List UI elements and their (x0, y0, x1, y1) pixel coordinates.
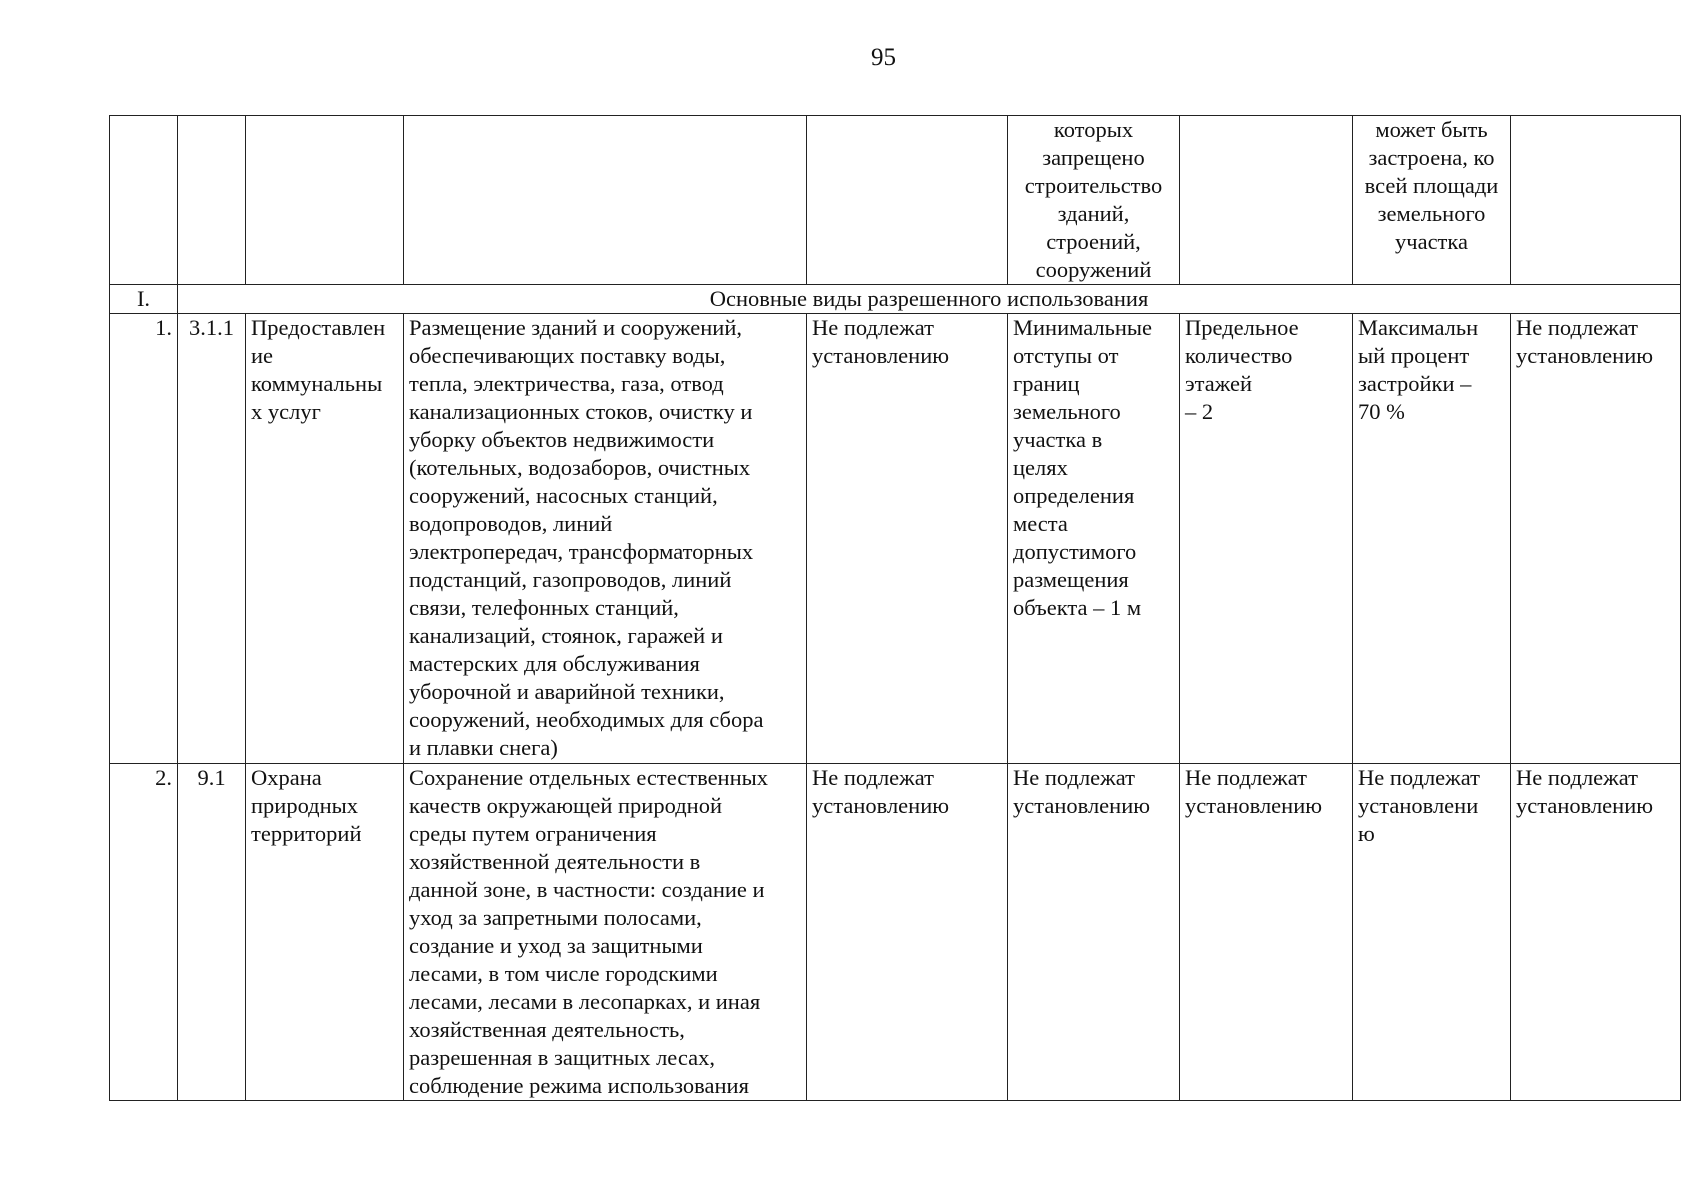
text-line: допустимого (1013, 539, 1137, 564)
text-line: Охрана (251, 765, 322, 790)
text-line: ие (251, 343, 274, 368)
text-line: среды путем ограничения (409, 821, 657, 846)
text-line: электропередач, трансформаторных (409, 539, 754, 564)
text-line: сооружений, насосных станций, (409, 483, 718, 508)
row-col5 (807, 764, 1008, 1101)
text-line: подстанций, газопроводов, линий (409, 567, 732, 592)
text-line: земельного (1013, 399, 1121, 424)
row-col7 (1180, 314, 1353, 764)
section-row (110, 285, 1681, 314)
row-col9 (1511, 764, 1681, 1101)
text-line: данной зоне, в частности: создание и (409, 877, 765, 902)
cont-setback-cell (1008, 116, 1180, 285)
section-index: I. (110, 285, 178, 314)
zoning-table (109, 115, 1681, 1101)
text-line: (котельных, водозаборов, очистных (409, 455, 751, 480)
row-use-name (246, 764, 404, 1101)
text-line: лесами, лесами в лесопарках, и иная (409, 989, 761, 1014)
text-line: территорий (251, 821, 362, 846)
text-line: 70 % (1358, 399, 1405, 424)
table-row (110, 764, 1681, 1101)
text-line: Не подлежат (1185, 765, 1307, 790)
text-line: хозяйственной деятельности в (409, 849, 701, 874)
text-line: ю (1358, 821, 1375, 846)
text-line: определения (1013, 483, 1135, 508)
text-line: застроена, ко (1368, 145, 1495, 170)
text-line: Сохранение отдельных естественных (409, 765, 769, 790)
row-description (404, 314, 807, 764)
row-use-name (246, 314, 404, 764)
text-line: Не подлежат (1516, 315, 1638, 340)
cell-empty (1180, 116, 1353, 285)
text-line: сооружений, необходимых для сбора (409, 707, 764, 732)
cell-empty (404, 116, 807, 285)
text-line: Минимальные (1013, 315, 1153, 340)
text-line: зданий, (1057, 201, 1130, 226)
text-line: может быть (1375, 117, 1488, 142)
text-line: сооружений (1035, 257, 1152, 282)
text-line: уборочной и аварийной техники, (409, 679, 725, 704)
text-line: Предельное (1185, 315, 1299, 340)
text-line: тепла, электричества, газа, отвод (409, 371, 724, 396)
text-line: соблюдение режима использования (409, 1073, 749, 1098)
text-line: установлению (1516, 343, 1654, 368)
row-number: 2. (110, 764, 178, 1101)
text-line: Не подлежат (1013, 765, 1135, 790)
text-line: хозяйственная деятельность, (409, 1017, 685, 1042)
text-line: количество (1185, 343, 1293, 368)
text-line: целях (1013, 455, 1068, 480)
text-line: Не подлежат (812, 765, 934, 790)
row-number: 1. (110, 314, 178, 764)
text-line: которых (1053, 117, 1134, 142)
text-line: канализаций, стоянок, гаражей и (409, 623, 723, 648)
text-line: размещения (1013, 567, 1129, 592)
row-col7 (1180, 764, 1353, 1101)
text-line: установлению (1185, 793, 1323, 818)
text-line: застройки – (1358, 371, 1472, 396)
text-line: установлению (812, 793, 950, 818)
cell-empty (1511, 116, 1681, 285)
text-line: строительство (1024, 173, 1163, 198)
row-col9 (1511, 314, 1681, 764)
row-col5 (807, 314, 1008, 764)
text-line: участка (1395, 229, 1468, 254)
text-line: качеств окружающей природной (409, 793, 722, 818)
cell-empty (178, 116, 246, 285)
text-line: запрещено (1042, 145, 1145, 170)
text-line: лесами, в том числе городскими (409, 961, 718, 986)
text-line: канализационных стоков, очистку и (409, 399, 753, 424)
text-line: х услуг (251, 399, 321, 424)
text-line: ый процент (1358, 343, 1470, 368)
continuation-row (110, 116, 1681, 285)
text-line: Не подлежат (1516, 765, 1638, 790)
text-line: установлени (1358, 793, 1479, 818)
row-col6 (1008, 764, 1180, 1101)
text-line: строений, (1046, 229, 1141, 254)
row-code: 3.1.1 (178, 314, 246, 764)
row-col8 (1353, 764, 1511, 1101)
text-line: этажей (1185, 371, 1253, 396)
text-line: установлению (1013, 793, 1151, 818)
text-line: уход за запретными полосами, (409, 905, 702, 930)
row-description (404, 764, 807, 1101)
cell-empty (246, 116, 404, 285)
text-line: установлению (1516, 793, 1654, 818)
text-line: создание и уход за защитными (409, 933, 703, 958)
text-line: установлению (812, 343, 950, 368)
text-line: уборку объектов недвижимости (409, 427, 715, 452)
text-line: Не подлежат (1358, 765, 1480, 790)
text-line: всей площади (1364, 173, 1499, 198)
text-line: границ (1013, 371, 1080, 396)
text-line: мастерских для обслуживания (409, 651, 700, 676)
text-line: и плавки снега) (409, 735, 558, 760)
text-line: места (1013, 511, 1068, 536)
text-line: отступы от (1013, 343, 1119, 368)
text-line: связи, телефонных станций, (409, 595, 679, 620)
text-line: природных (251, 793, 359, 818)
table-row (110, 314, 1681, 764)
text-line: объекта – 1 м (1013, 595, 1142, 620)
text-line: разрешенная в защитных лесах, (409, 1045, 715, 1070)
row-col8 (1353, 314, 1511, 764)
text-line: земельного (1377, 201, 1486, 226)
cell-empty (110, 116, 178, 285)
section-title: Основные виды разрешенного использования (178, 285, 1681, 314)
text-line: Предоставлен (251, 315, 386, 340)
text-line: Размещение зданий и сооружений, (409, 315, 743, 340)
cont-coverage-cell (1353, 116, 1511, 285)
text-line: – 2 (1185, 399, 1214, 424)
text-line: водопроводов, линий (409, 511, 613, 536)
text-line: Не подлежат (812, 315, 934, 340)
page-number: 95 (871, 44, 896, 71)
cell-empty (807, 116, 1008, 285)
text-line: Максимальн (1358, 315, 1479, 340)
row-col6 (1008, 314, 1180, 764)
text-line: коммунальны (251, 371, 383, 396)
text-line: участка в (1013, 427, 1103, 452)
row-code: 9.1 (178, 764, 246, 1101)
text-line: обеспечивающих поставку воды, (409, 343, 726, 368)
